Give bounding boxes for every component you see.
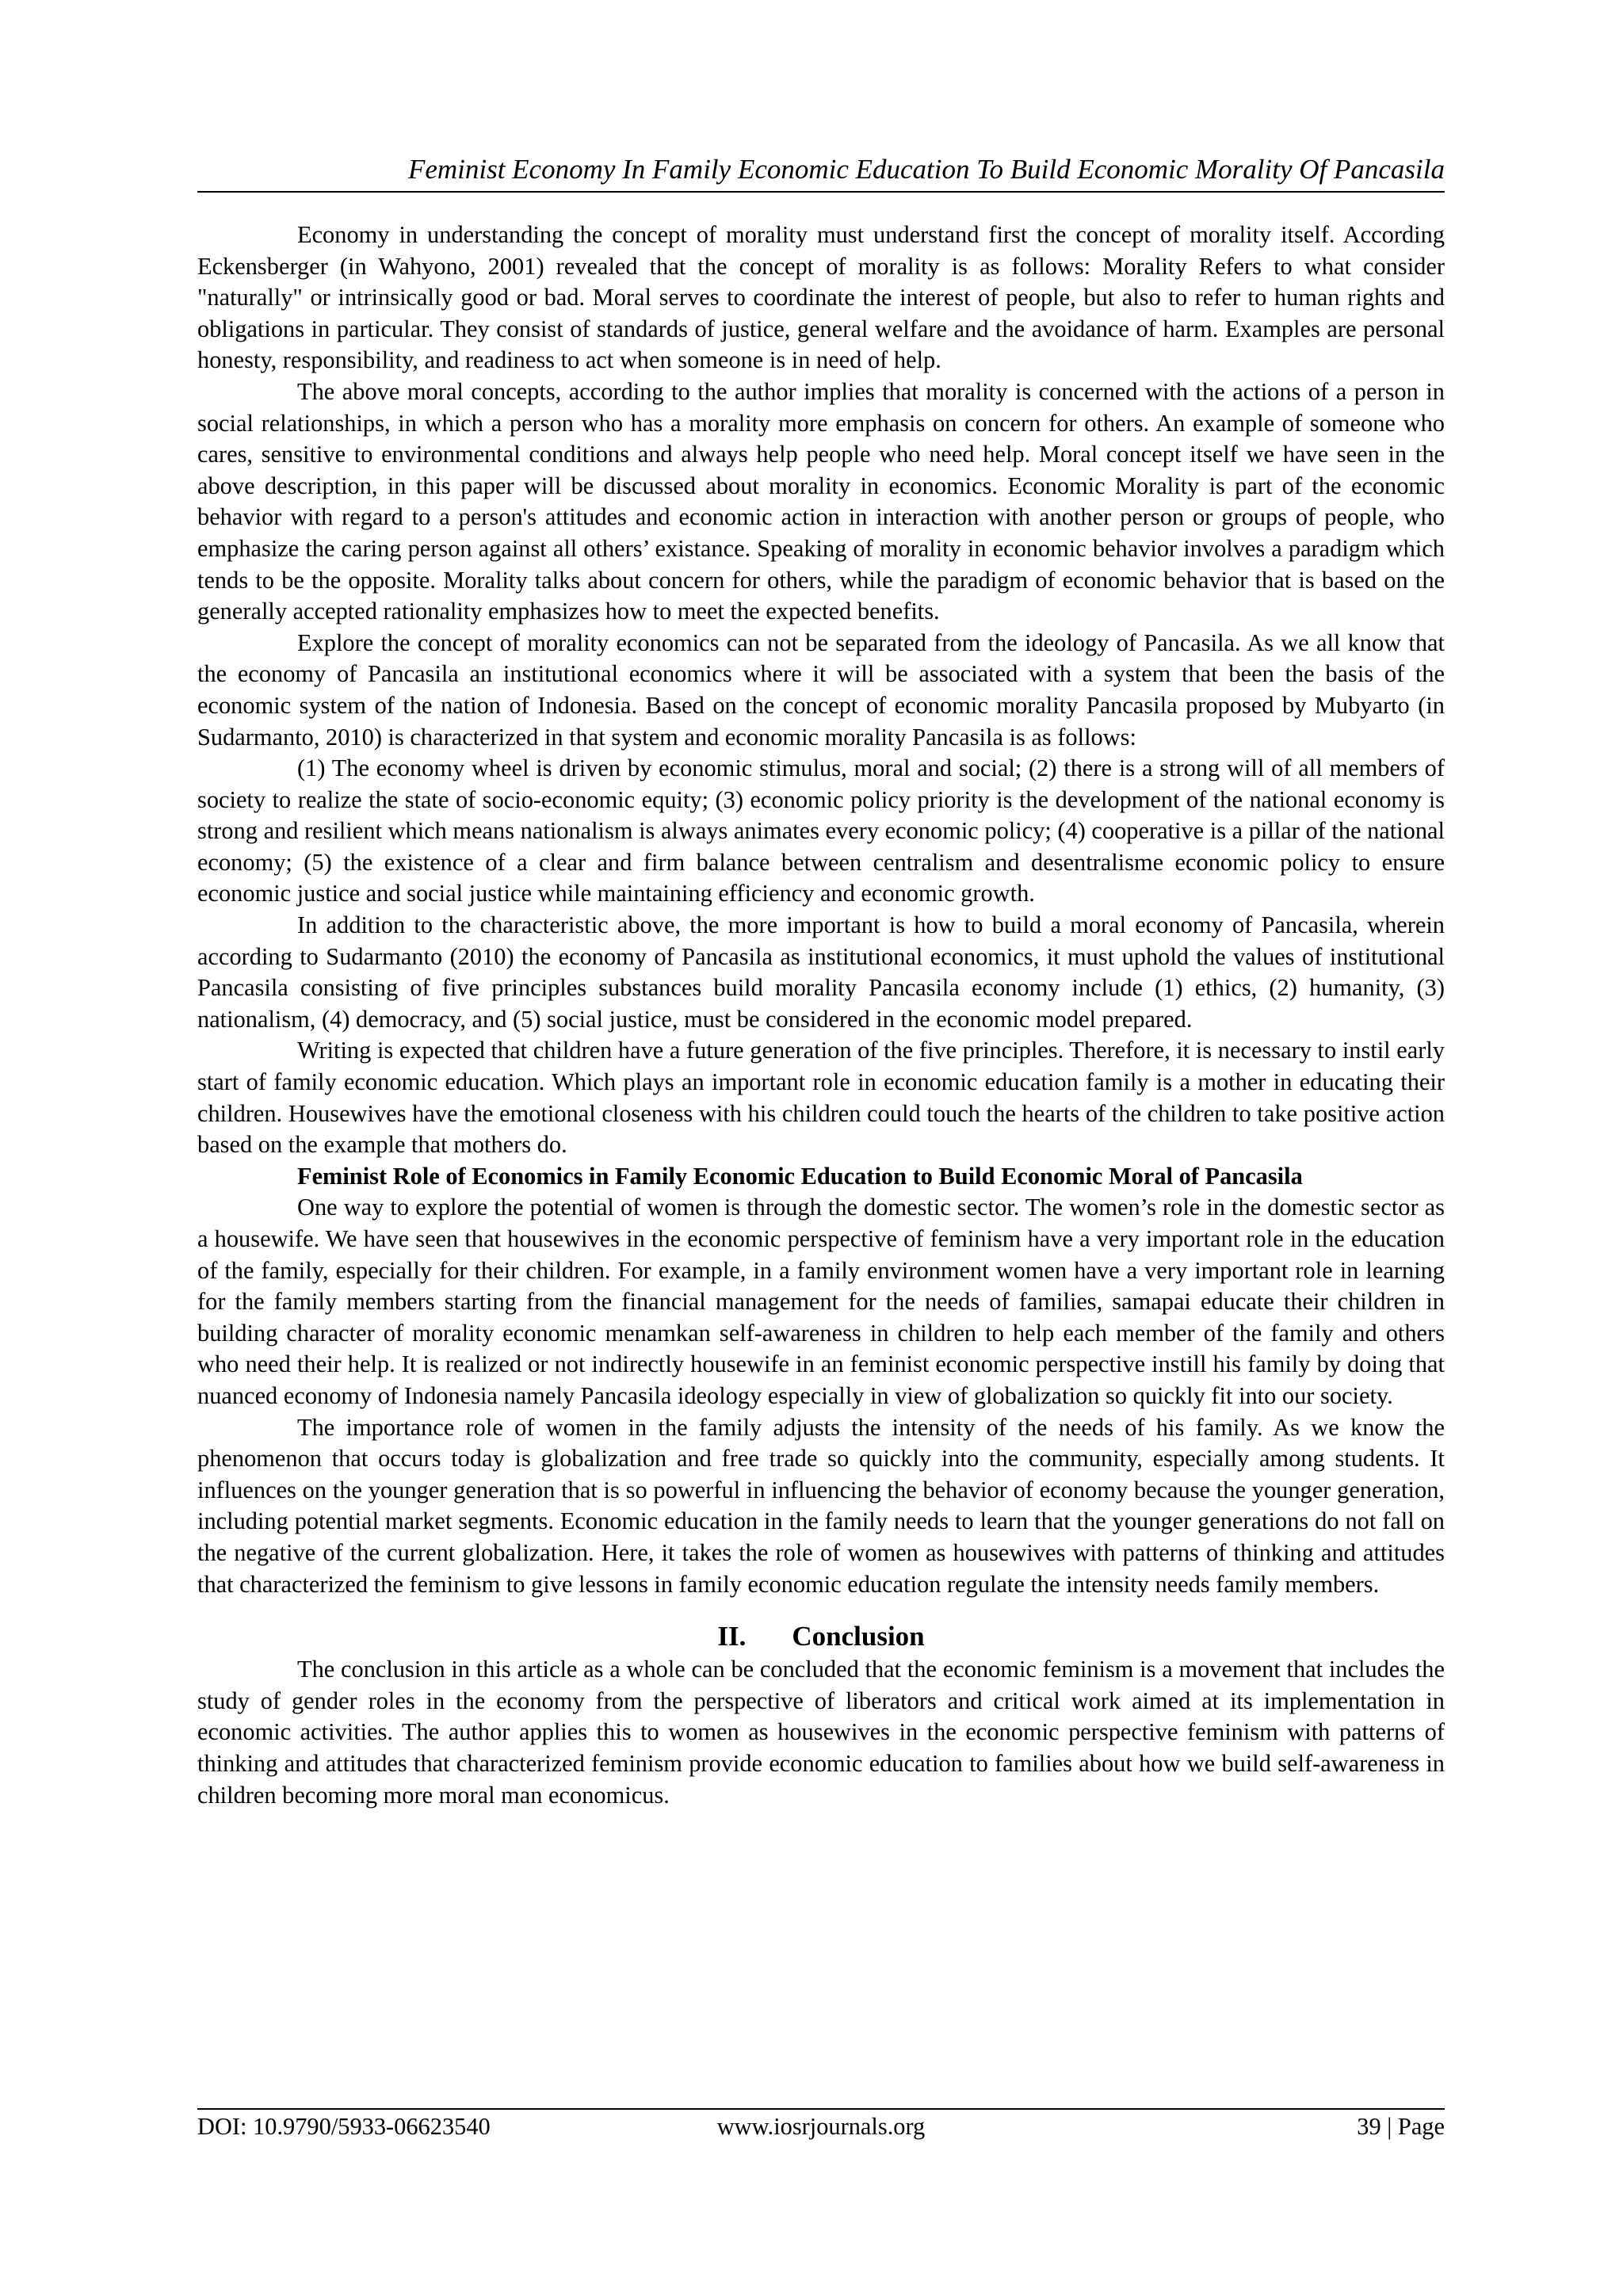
body-paragraph: Writing is expected that children have a future generation of the five principles. Therefore, it is necessary to instil early start of family economic education. Which plays an important role in economic education family is a mother in educating their children. Housewives have the emotional closeness with his children could touch the hearts of the children to take positive action based on the example that mothers do. (197, 1037, 1445, 1159)
footer-rule (197, 2108, 1445, 2110)
conclusion-number: II. (717, 1621, 747, 1652)
body-paragraph: (1) The economy wheel is driven by economic stimulus, moral and social; (2) there is a strong will of all members of society to realize the state of socio-economic equity; (3) economic policy priority is the development of the national economy is strong and resilient which means nationalism is always animates every economic policy; (4) cooperative is a pillar of the national economy; (5) the existence of a clear and firm balance between centralism and desentralisme economic policy to ensure economic justice and social justice while maintaining efficiency and economic growth. (197, 755, 1445, 907)
article-body (197, 220, 1445, 1811)
body-paragraph: Economy in understanding the concept of morality must understand first the concept of morality itself. According Eckensberger (in Wahyono, 2001) revealed that the concept of morality is as follows: Morality Refers to what consider "naturally" or intrinsically good or bad. Moral serves to coordinate the interest of people, but also to refer to human rights and obligations in particular. They consist of standards of justice, general welfare and the avoidance of harm. Examples are personal honesty, responsibility, and readiness to act when someone is in need of help. (197, 221, 1445, 374)
body-paragraph: Explore the concept of morality economics can not be separated from the ideology of Pancasila. As we all know that the economy of Pancasila an institutional economics where it will be associated with a system that been the basis of the economic system of the nation of Indonesia. Based on the concept of economic morality Pancasila proposed by Mubyarto (in Sudarmanto, 2010) is characterized in that system and economic morality Pancasila is as follows: (197, 628, 1445, 751)
section-heading: Feminist Role of Economics in Family Economic Education to Build Economic Moral of Pancasila (297, 1162, 1303, 1190)
body-paragraph: The importance role of women in the family adjusts the intensity of the needs of his family. As we know the phenomenon that occurs today is globalization and free trade so quickly into the community, especially among students. It influences on the younger generation that is so powerful in influencing the behavior of economy because the younger generation, including potential market segments. Economic education in the family needs to learn that the younger generations do not fall on the negative of the current globalization. Here, it takes the role of women as housewives with patterns of thinking and attitudes that characterized the feminism to give lessons in family economic education regulate the intensity needs family members. (197, 1413, 1445, 1598)
conclusion-heading (197, 1619, 1445, 1654)
footer-doi: DOI: 10.9790/5933-06623540 (197, 2113, 491, 2140)
running-header: Feminist Economy In Family Economic Education To Build Economic Morality Of Pancasila (407, 154, 1445, 185)
body-paragraph: The above moral concepts, according to the author implies that morality is concerned with the actions of a person in social relationships, in which a person who has a morality more emphasis on concern for others. An example of someone who cares, sensitive to environmental conditions and always help people who need help. Moral concept itself we have seen in the above description, in this paper will be discussed about morality in economics. Economic Morality is part of the economic behavior with regard to a person's attitudes and economic action in interaction with another person or groups of people, who emphasize the caring person against all others’ existance. Speaking of morality in economic behavior involves a paradigm which tends to be the opposite. Morality talks about concern for others, while the paradigm of economic behavior that is based on the generally accepted rationality emphasizes how to meet the expected benefits. (197, 377, 1445, 625)
body-paragraph: The conclusion in this article as a whole can be concluded that the economic feminism is a movement that includes the study of gender roles in the economy from the perspective of liberators and critical work aimed at its implementation in economic activities. The author applies this to women as housewives in the economic perspective feminism with patterns of thinking and attitudes that characterized feminism provide economic education to families about how we build self-awareness in children becoming more moral man economicus. (197, 1656, 1445, 1809)
header-rule (197, 191, 1445, 193)
conclusion-title: Conclusion (792, 1621, 925, 1652)
footer-website: www.iosrjournals.org (716, 2113, 926, 2140)
page-footer (197, 2111, 1445, 2142)
footer-page-number: 39 | Page (1357, 2113, 1445, 2140)
body-paragraph: In addition to the characteristic above, the more important is how to build a moral economy of Pancasila, wherein according to Sudarmanto (2010) the economy of Pancasila as institutional economics, it must uphold the values of institutional Pancasila consisting of five principles substances build morality Pancasila economy include (1) ethics, (2) humanity, (3) nationalism, (4) democracy, and (5) social justice, must be considered in the economic model prepared. (197, 911, 1445, 1033)
body-paragraph: One way to explore the potential of women is through the domestic sector. The women’s role in the domestic sector as a housewife. We have seen that housewives in the economic perspective of feminism have a very important role in the education of the family, especially for their children. For example, in a family environment women have a very important role in learning for the family members starting from the financial management for the needs of families, samapai educate their children in building character of morality economic menamkan self-awareness in children to help each member of the family and others who need their help. It is realized or not indirectly housewife in an feminist economic perspective instill his family by doing that nuanced economy of Indonesia namely Pancasila ideology especially in view of globalization so quickly fit into our society. (197, 1194, 1445, 1409)
